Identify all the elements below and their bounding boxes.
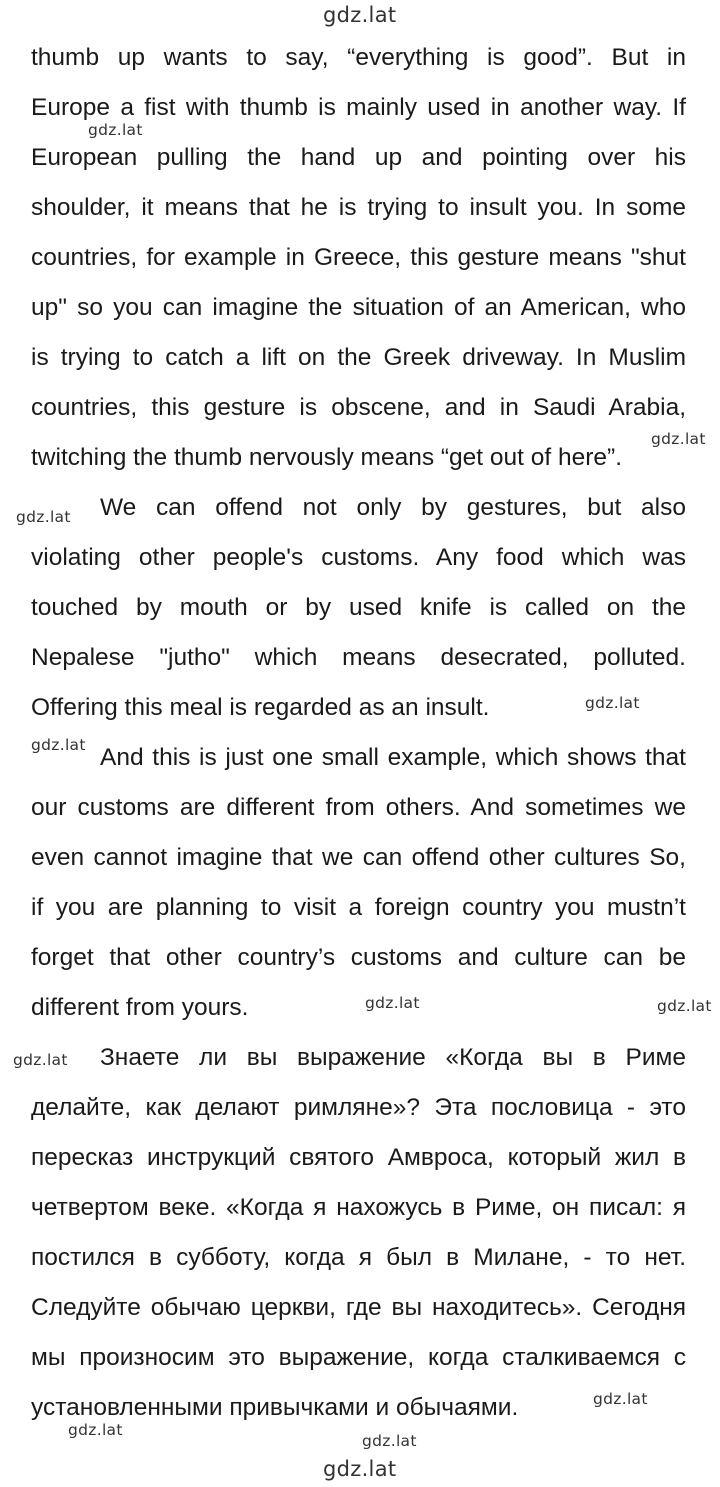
text-line-13: Nepalese "jutho" which means desecrated, polluted. bbox=[31, 644, 686, 671]
text-line-8: countries, this gesture is obscene, and in Saudi Arabia, bbox=[31, 394, 686, 421]
watermark-11: gdz.lat bbox=[362, 1432, 417, 1450]
text-line-6: up" so you can imagine the situation of an American, who bbox=[31, 294, 686, 321]
text-line-19: forget that other country’s customs and culture can be bbox=[31, 944, 686, 971]
text-line-3: European pulling the hand up and pointing over his bbox=[31, 144, 686, 171]
watermark-2: gdz.lat bbox=[651, 430, 706, 448]
text-line-15: And this is just one small example, which shows that bbox=[100, 744, 686, 771]
text-line-11: violating other people's customs. Any food which was bbox=[31, 544, 686, 571]
text-line-27: мы произносим это выражение, когда сталкиваемся с bbox=[31, 1344, 686, 1371]
text-line-24: четвертом веке. «Когда я нахожусь в Риме, он писал: я bbox=[31, 1194, 686, 1221]
text-line-14: Offering this meal is regarded as an insult. bbox=[31, 694, 490, 721]
watermark-9: gdz.lat bbox=[593, 1390, 648, 1408]
text-line-16: our customs are different from others. And sometimes we bbox=[31, 794, 686, 821]
text-line-18: if you are planning to visit a foreign country you mustn’t bbox=[31, 894, 686, 921]
text-line-2: Europe a fist with thumb is mainly used in another way. If bbox=[31, 94, 686, 121]
watermark-10: gdz.lat bbox=[68, 1421, 123, 1439]
text-line-1: thumb up wants to say, “everything is good”. But in bbox=[31, 44, 686, 71]
text-line-20: different from yours. bbox=[31, 994, 249, 1021]
text-line-9: twitching the thumb nervously means “get out of here”. bbox=[31, 444, 623, 471]
watermark-5: gdz.lat bbox=[31, 736, 86, 754]
watermark-8: gdz.lat bbox=[13, 1051, 68, 1069]
text-line-23: пересказ инструкций святого Амвроса, который жил в bbox=[31, 1144, 686, 1171]
text-line-21: Знаете ли вы выражение «Когда вы в Риме bbox=[100, 1044, 686, 1071]
watermark-4: gdz.lat bbox=[585, 694, 640, 712]
text-line-17: even cannot imagine that we can offend other cultures So, bbox=[31, 844, 686, 871]
watermark-3: gdz.lat bbox=[16, 508, 71, 526]
watermark-top: gdz.lat bbox=[323, 3, 397, 27]
text-line-4: shoulder, it means that he is trying to insult you. In some bbox=[31, 194, 686, 221]
text-line-10: We can offend not only by gestures, but also bbox=[100, 494, 686, 521]
watermark-7: gdz.lat bbox=[657, 997, 712, 1015]
text-line-5: countries, for example in Greece, this gesture means "shut bbox=[31, 244, 686, 271]
watermark-1: gdz.lat bbox=[88, 121, 143, 139]
text-line-25: постился в субботу, когда я был в Милане, - то нет. bbox=[31, 1244, 686, 1271]
watermark-bottom: gdz.lat bbox=[323, 1457, 397, 1481]
text-line-7: is trying to catch a lift on the Greek driveway. In Muslim bbox=[31, 344, 686, 371]
text-line-12: touched by mouth or by used knife is called on the bbox=[31, 594, 686, 621]
watermark-6: gdz.lat bbox=[365, 994, 420, 1012]
text-line-28: установленными привычками и обычаями. bbox=[31, 1394, 519, 1421]
text-line-22: делайте, как делают римляне»? Эта пословица - это bbox=[31, 1094, 686, 1121]
text-line-26: Следуйте обычаю церкви, где вы находитесь». Сегодня bbox=[31, 1294, 686, 1321]
